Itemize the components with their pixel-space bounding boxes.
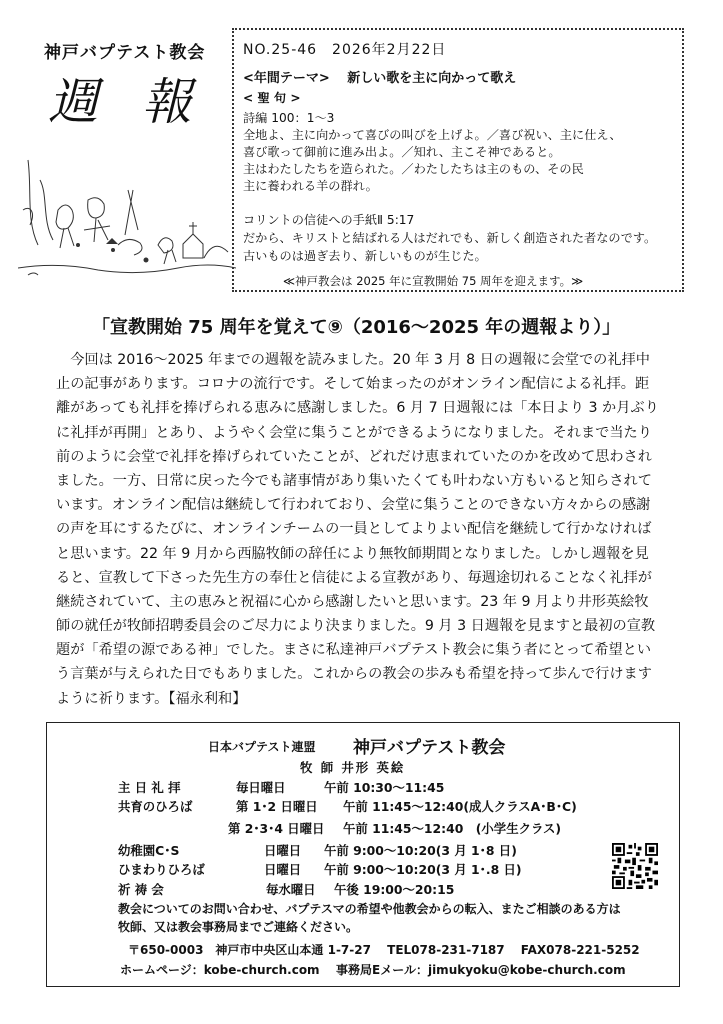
schedule-day: 日曜日 <box>264 843 302 858</box>
article-line: ました。一方、日常に戻った今でも諸事情があり集いたくても叶わない方もいると知らされて <box>56 472 652 489</box>
schedule-time: 午前 11:45～12:40(成人クラスA･B･C) <box>343 799 577 814</box>
pastor-name: 牧 師 井形 英絵 <box>300 760 406 775</box>
church-sketch-illustration <box>18 150 236 280</box>
article-body <box>56 348 666 711</box>
schedule-day: 第 2･3･4 日曜日 <box>228 821 325 836</box>
schedule-label: 主 日 礼 拝 <box>118 780 181 795</box>
article-line: 止の記事があります。コロナの流行です。そして始まったのがオンライン配信による礼拝。距 <box>56 376 650 393</box>
church-name: 神戸バプテスト教会 <box>44 43 206 63</box>
article-line: 今回は 2016～2025 年までの週報を読みました。20 年 3 月 8 日の週報に会堂での礼拝中 <box>56 352 650 368</box>
schedule-label: ひまわりひろば <box>118 862 205 877</box>
article-title: 「宣教開始 75 周年を覚えて⑨（2016～2025 年の週報より）」 <box>92 317 621 338</box>
article-line: います。オンライン配信は継続して行われており、会堂に集うことのできない方々からの感謝 <box>56 497 651 514</box>
schedule-time: 午前 10:30～11:45 <box>324 780 445 795</box>
schedule-day: 日曜日 <box>264 862 302 877</box>
article-line: の声を耳にするたびに、オンラインチームの一員としてよりよい配信を継続して行かなければ <box>56 521 652 538</box>
psalm-line: 喜び歌って御前に進み出よ。／知れ、主こそ神であると。 <box>243 145 561 159</box>
schedule-label: 祈 祷 会 <box>118 882 164 897</box>
schedule-day: 毎水曜日 <box>266 882 316 897</box>
corinthians-line: 古いものは過ぎ去り、新しいものが生じた。 <box>243 249 487 263</box>
schedule-label: 共育のひろば <box>118 799 193 814</box>
contact-line: 教会についてのお問い合わせ、バプテスマの希望や他教会からの転入、またご相談のある方は <box>118 902 621 916</box>
article-line: 前のように会堂で礼拝を捧げられていたことが、どれだけ恵まれていたのかを改めて思わされ <box>56 448 652 465</box>
psalm-line: 主に養われる羊の群れ。 <box>243 179 378 193</box>
article-line: に礼拝が再開」とあり、ようやく会堂に集うことができるようになりました。それまで当たり <box>56 424 652 441</box>
article-line: と思います。22 年 9 月から西脇牧師の辞任により無牧師期間となりました。しかし週報を見 <box>56 545 649 562</box>
schedule-time: 午後 19:00～20:15 <box>334 882 455 897</box>
article-line: ると、宣教して下さった先生方の奉仕と信徒による宣教があり、毎週途切れることなく礼拝が <box>56 569 652 586</box>
church-name-info: 神戸バプテスト教会 <box>353 738 506 758</box>
anniversary-note: ≪神戸教会は 2025 年に宣教開始 75 周年を迎えます。≫ <box>283 274 584 288</box>
weekly-title: 週 報 <box>48 73 206 131</box>
psalm-reference: 詩編 100：1～3 <box>243 111 335 125</box>
schedule-time: 午前 11:45～12:40 (小学生クラス) <box>343 821 562 836</box>
article-line: 離があっても礼拝を捧げられる恵みに感謝しました。6 月 7 日週報には「本日より 3 か月ぶり <box>56 400 659 417</box>
qr-code-icon[interactable] <box>612 843 658 889</box>
email-link[interactable]: 事務局Eメール：jimukyoku@kobe-church.com <box>336 963 626 977</box>
homepage-link[interactable]: ホームページ：kobe-church.com <box>120 963 320 977</box>
corinthians-line: だから、キリストと結ばれる人はだれでも、新しく創造された者なのです。 <box>243 231 657 245</box>
verse-heading: < 聖 句 > <box>243 91 301 105</box>
schedule-day: 第 1･2 日曜日 <box>236 799 318 814</box>
schedule-day: 毎日曜日 <box>236 780 286 795</box>
annual-theme: <年間テーマ> 新しい歌を主に向かって歌え <box>243 71 517 86</box>
schedule-time: 午前 9:00～10:20(3 月 1･8 日) <box>324 843 517 858</box>
article-line: 継続されていて、主の恵みと祝福に心から感謝したいと思います。23 年 9 月より井形英絵牧 <box>56 593 649 610</box>
article-line: 師の就任が牧師招聘委員会のご尽力により決まりました。9 月 3 日週報を見ますと最初の宣教 <box>56 618 656 635</box>
psalm-line: 主はわたしたちを造られた。／わたしたちは主のもの、その民 <box>243 162 584 176</box>
corinthians-reference: コリントの信徒への手紙Ⅱ 5:17 <box>243 213 415 227</box>
contact-line: 牧師、又は教会事務局までご連絡ください。 <box>118 920 359 934</box>
schedule-label: 幼稚園C･S <box>118 843 180 858</box>
article-line: 題が「希望の源である神」でした。まさに私達神戸バプテスト教会に集う者にとって希望とい <box>56 642 652 659</box>
psalm-line: 全地よ、主に向かって喜びの叫びを上げよ。／喜び祝い、主に仕え、 <box>243 128 622 142</box>
issue-number-date: NO.25-46 2026年2月22日 <box>243 42 447 58</box>
article-line: ように祈ります。【福永利和】 <box>56 690 247 707</box>
address: 〒650-0003 神戸市中央区山本通 1-7-27 TEL078-231-7187 FAX078-221-5252 <box>128 943 640 957</box>
schedule-time: 午前 9:00～10:20(3 月 1･.8 日) <box>324 862 522 877</box>
union-name: 日本バプテスト連盟 <box>208 740 316 754</box>
article-line: う言葉が与えられた日でもありました。これからの教会の歩みも希望を持って歩んで行けます <box>56 666 652 683</box>
